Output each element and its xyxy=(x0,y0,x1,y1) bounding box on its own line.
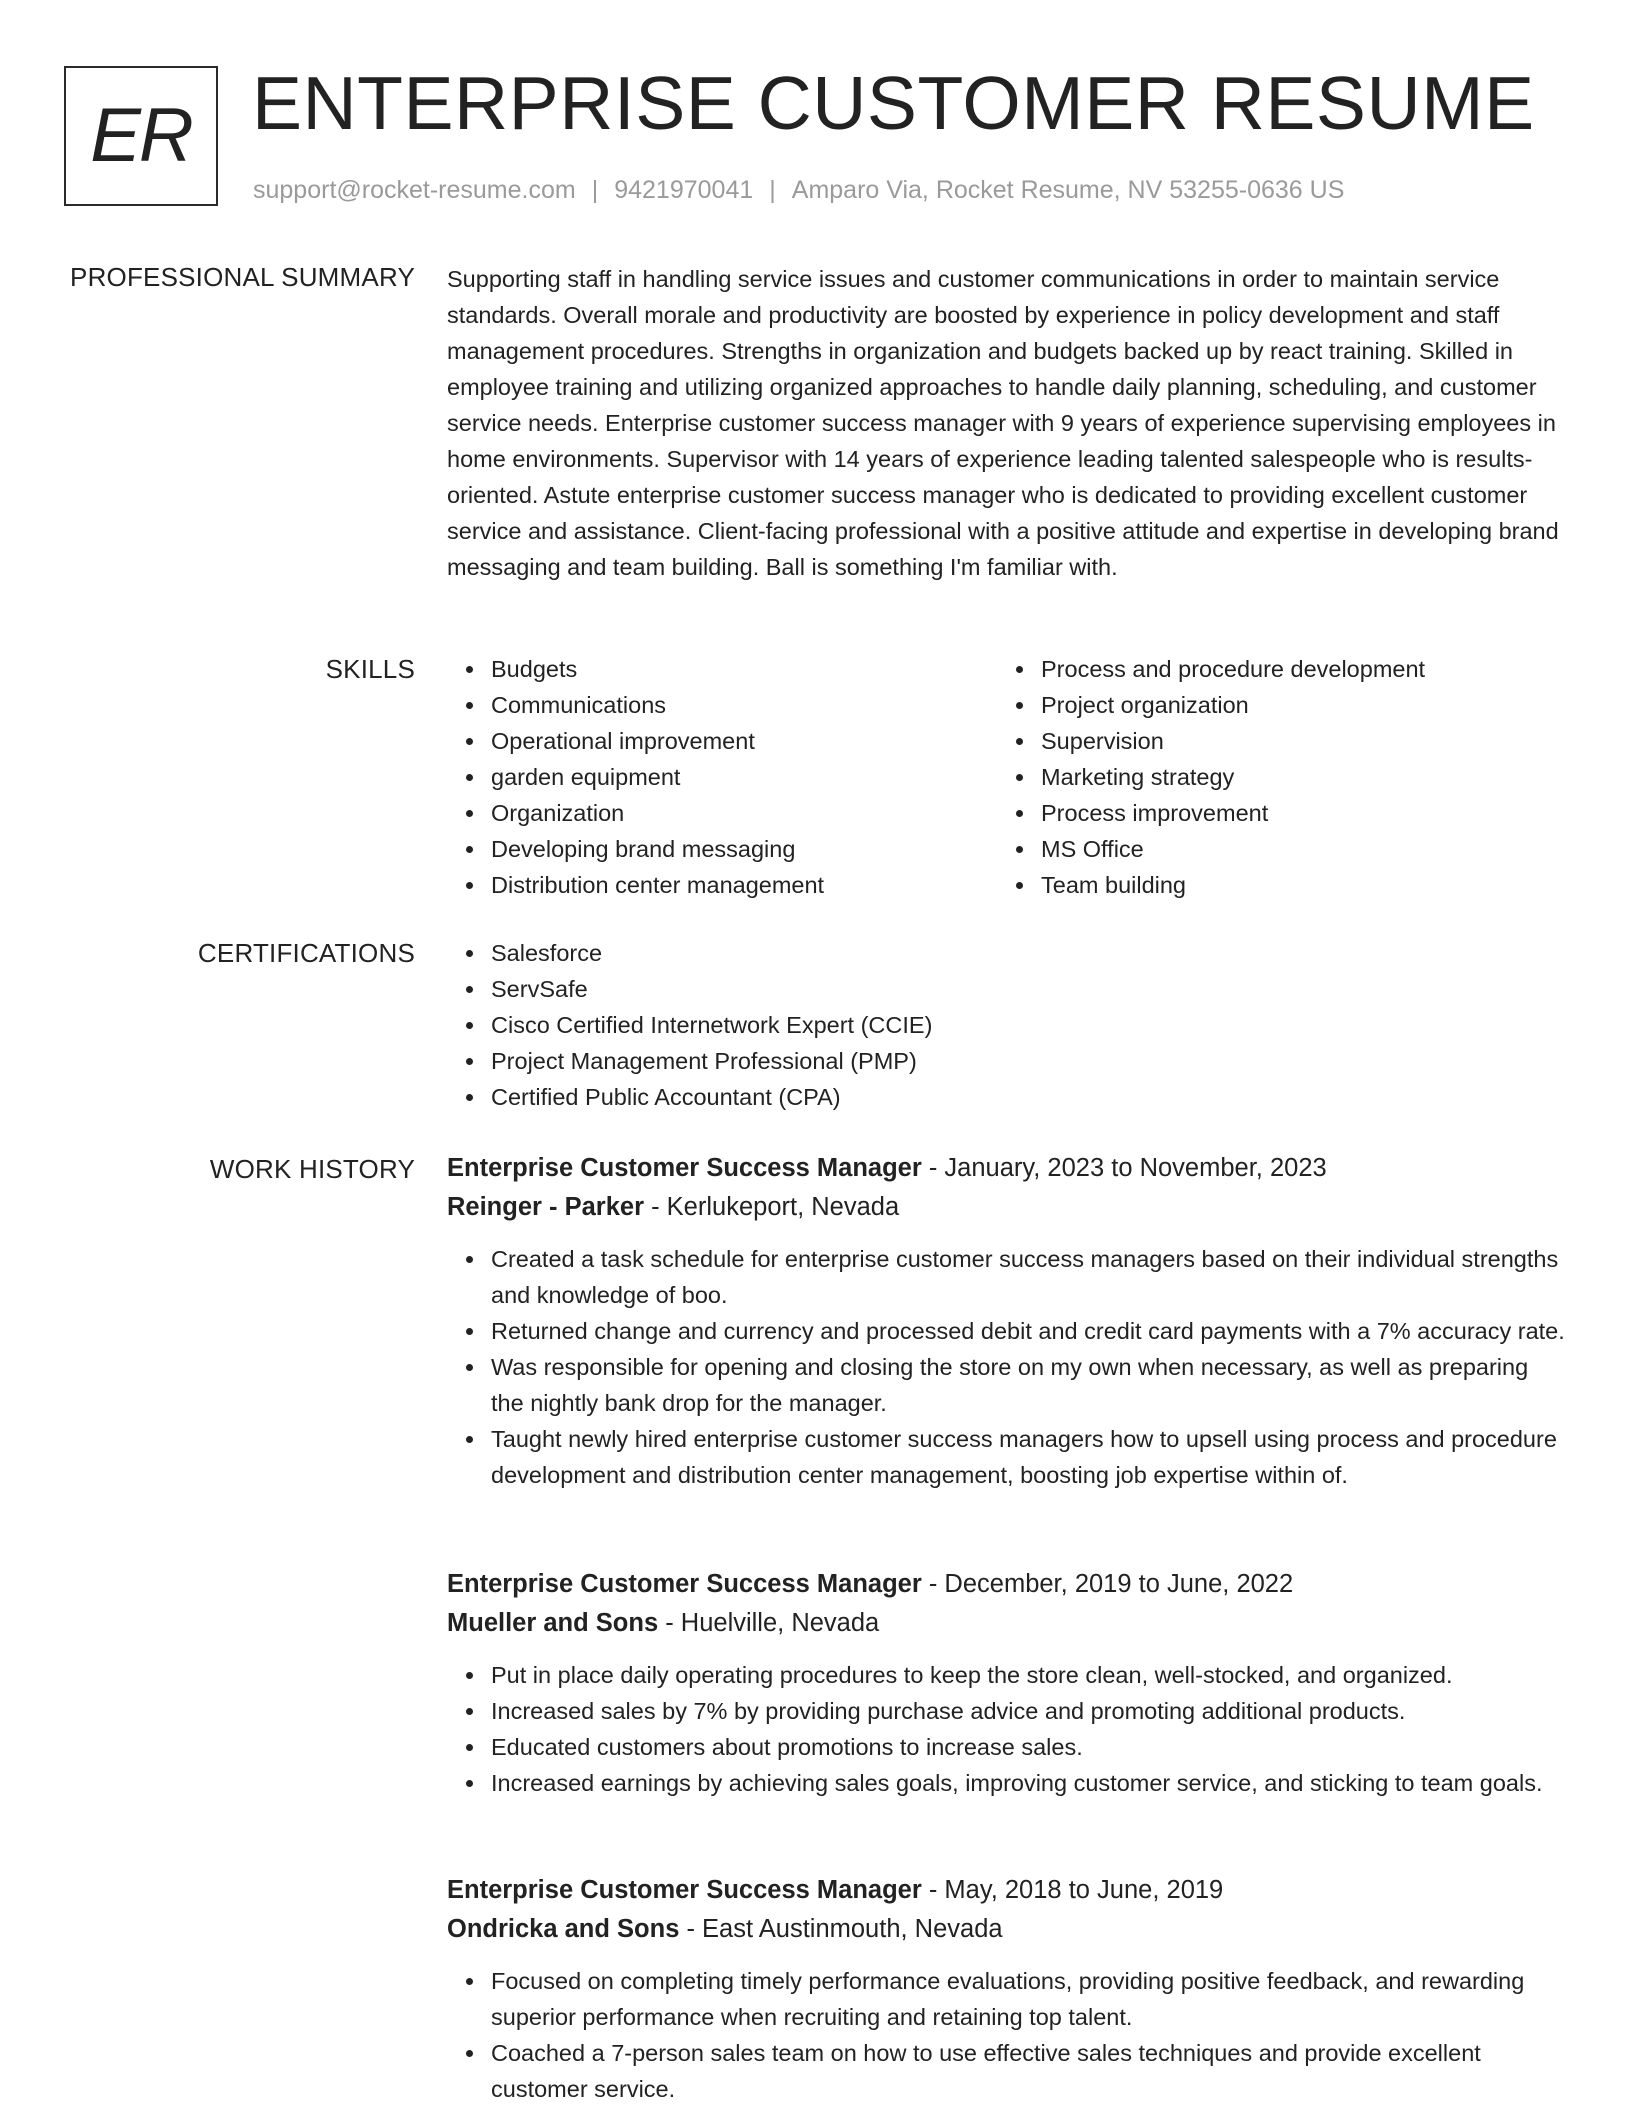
job-title-line xyxy=(447,1149,1567,1188)
skill-item: Process improvement xyxy=(1041,795,1547,831)
job-dates: - January, 2023 to November, 2023 xyxy=(921,1154,1327,1182)
certification-item: Certified Public Accountant (CPA) xyxy=(491,1079,1567,1115)
job-bullet: Coached a 7-person sales team on how to use effective sales techniques and provide excellent customer service. xyxy=(491,2035,1567,2107)
summary-text: Supporting staff in handling service issues and customer communications in order to maintain service standards. Overall morale and productivity are boosted by experience in policy development and staff management procedures. Strengths in organization and budgets backed up by react training. Skilled in employee training and utilizing organized approaches to handle daily planning, scheduling, and customer service needs. Enterprise customer success manager with 9 years of experience supervising employees in home environments. Supervisor with 14 years of experience leading talented salespeople who is results-oriented. Astute enterprise customer success manager who is dedicated to providing excellent customer service and assistance. Client-facing professional with a positive attitude and expertise in developing brand messaging and team building. Ball is something I'm familiar with. xyxy=(447,266,1559,580)
contact-address: Amparo Via, Rocket Resume, NV 53255-0636 US xyxy=(791,176,1345,204)
job-company-line xyxy=(447,1910,1567,1949)
job-company: Ondricka and Sons xyxy=(447,1915,680,1943)
job-bullet: Increased sales by 7% by providing purchase advice and promoting additional products. xyxy=(491,1693,1567,1729)
job-bullet: Increased earnings by achieving sales goals, improving customer service, and sticking to team goals. xyxy=(491,1765,1567,1801)
job-company: Mueller and Sons xyxy=(447,1609,659,1637)
job-title-line xyxy=(447,1565,1567,1604)
certifications-list xyxy=(447,935,1567,1115)
skill-item: Project organization xyxy=(1041,687,1547,723)
contact-phone: 9421970041 xyxy=(614,176,754,204)
job-title: Enterprise Customer Success Manager xyxy=(447,1570,922,1598)
job-dates: - May, 2018 to June, 2019 xyxy=(921,1876,1224,1904)
job-company-line xyxy=(447,1604,1567,1643)
job-bullet: Put in place daily operating procedures to keep the store clean, well-stocked, and organized. xyxy=(491,1657,1567,1693)
monogram-initials: ER xyxy=(90,93,192,178)
section-label-skills: SKILLS xyxy=(325,654,415,684)
contact-line xyxy=(253,173,1344,207)
skills-list-right xyxy=(997,651,1547,903)
skill-item: Marketing strategy xyxy=(1041,759,1547,795)
skill-item: Budgets xyxy=(491,651,997,687)
job-title: Enterprise Customer Success Manager xyxy=(447,1876,922,1904)
skill-item: garden equipment xyxy=(491,759,997,795)
certification-item: Project Management Professional (PMP) xyxy=(491,1043,1567,1079)
job-bullet: Was responsible for opening and closing the store on my own when necessary, as well as preparing the nightly bank drop for the manager. xyxy=(491,1349,1567,1421)
contact-separator: | xyxy=(591,176,599,204)
skill-item: Organization xyxy=(491,795,997,831)
job-bullet: Taught newly hired enterprise customer success managers how to upsell using process and procedure development and distribution center management, boosting job expertise within of. xyxy=(491,1421,1567,1493)
contact-separator: | xyxy=(769,176,776,204)
job-bullet: Returned change and currency and processed debit and credit card payments with a 7% accuracy rate. xyxy=(491,1313,1567,1349)
certification-item: ServSafe xyxy=(491,971,1567,1007)
section-label-certifications: CERTIFICATIONS xyxy=(197,938,415,968)
skill-item: Operational improvement xyxy=(491,723,997,759)
job-location: - East Austinmouth, Nevada xyxy=(679,1915,1003,1943)
monogram-logo xyxy=(64,66,218,206)
job-title-line xyxy=(447,1871,1567,1910)
skill-item: Process and procedure development xyxy=(1041,651,1547,687)
section-label-summary: PROFESSIONAL SUMMARY xyxy=(70,262,415,292)
job-bullets xyxy=(447,1963,1567,2107)
job-bullet: Educated customers about promotions to increase sales. xyxy=(491,1729,1567,1765)
certification-item: Cisco Certified Internetwork Expert (CCIE) xyxy=(491,1007,1567,1043)
skill-item: MS Office xyxy=(1041,831,1547,867)
job-bullet: Created a task schedule for enterprise customer success managers based on their individual strengths and knowledge of boo. xyxy=(491,1241,1567,1313)
contact-email: support@rocket-resume.com xyxy=(253,176,576,204)
job-location: - Huelville, Nevada xyxy=(658,1609,880,1637)
job-title: Enterprise Customer Success Manager xyxy=(447,1154,922,1182)
job-bullets xyxy=(447,1241,1567,1493)
skill-item: Developing brand messaging xyxy=(491,831,997,867)
section-label-work-history: WORK HISTORY xyxy=(209,1154,415,1184)
job-bullet: Focused on completing timely performance evaluations, providing positive feedback, and rewarding superior performance when recruiting and retaining top talent. xyxy=(491,1963,1567,2035)
job-company-line xyxy=(447,1188,1567,1227)
skills-list-left xyxy=(447,651,997,903)
job-location: - Kerlukeport, Nevada xyxy=(644,1193,900,1221)
skill-item: Supervision xyxy=(1041,723,1547,759)
skill-item: Communications xyxy=(491,687,997,723)
job-company: Reinger - Parker xyxy=(447,1193,645,1221)
resume-title: ENTERPRISE CUSTOMER RESUME xyxy=(252,61,1535,145)
job-dates: - December, 2019 to June, 2022 xyxy=(921,1570,1294,1598)
skill-item: Distribution center management xyxy=(491,867,997,903)
skill-item: Team building xyxy=(1041,867,1547,903)
certification-item: Salesforce xyxy=(491,935,1567,971)
job-bullets xyxy=(447,1657,1567,1801)
